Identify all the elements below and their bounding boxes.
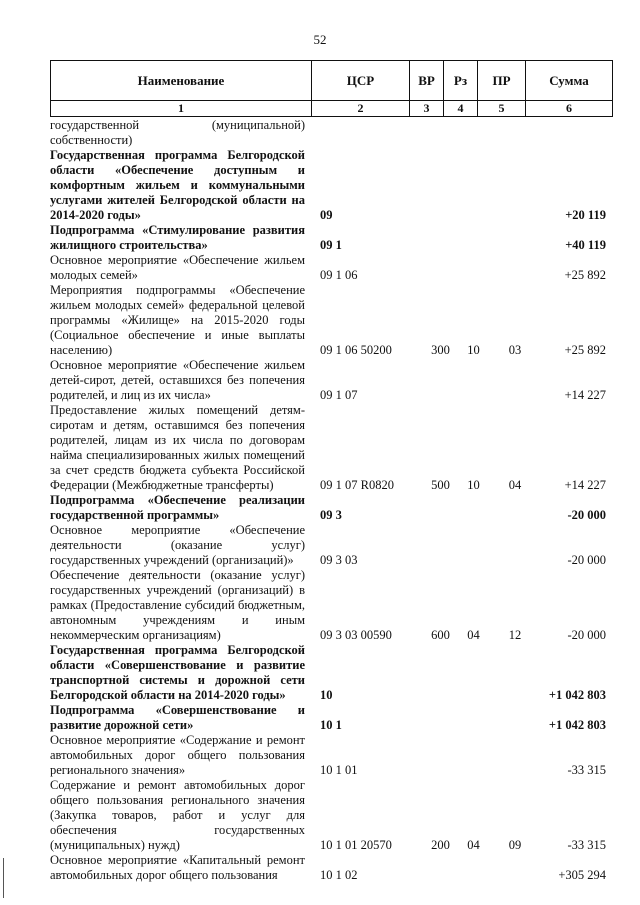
row-vr: 500 xyxy=(431,478,450,492)
row-rz: 04 xyxy=(467,838,480,852)
row-sum: +1 042 803 xyxy=(548,688,606,702)
row-sum: +25 892 xyxy=(564,343,606,357)
row-name: Основное мероприятие «Обеспечение жильем детей-сирот, детей, оставшихся без попечения родителей, и лиц из их числа» xyxy=(50,358,305,402)
row-sum: +14 227 xyxy=(564,388,606,402)
row-rz: 10 xyxy=(467,478,480,492)
row-csr: 10 xyxy=(320,688,333,702)
row-vr: 300 xyxy=(431,343,450,357)
row-name: государственной (муниципальной) собственности) xyxy=(50,118,305,147)
row-name: Мероприятия подпрограммы «Обеспечение жильем молодых семей» федеральной целевой программы «Жилище» на 2015-2020 годы (Социальное обеспечение и иные выплаты населению) xyxy=(50,283,305,357)
row-csr: 09 1 07 R0820 xyxy=(320,478,394,492)
row-sum: +14 227 xyxy=(564,478,606,492)
row-name: Основное мероприятие «Обеспечение жильем молодых семей» xyxy=(50,253,305,282)
row-sum: +25 892 xyxy=(564,268,606,282)
row-sum: +20 119 xyxy=(565,208,606,222)
header-csr: ЦСР xyxy=(312,61,410,101)
row-name: Государственная программа Белгородской области «Совершенствование и развитие транспортной системы и дорожной сети Белгородской области на 2014-2020 годы» xyxy=(50,643,305,702)
row-name: Государственная программа Белгородской области «Обеспечение доступным и комфортным жильем и коммунальными услугами жителей Белгородской области на 2014-2020 годы» xyxy=(50,148,305,222)
row-csr: 09 3 03 00590 xyxy=(320,628,392,642)
header-vr: ВР xyxy=(410,61,444,101)
budget-table-body xyxy=(50,118,612,883)
header-sum: Сумма xyxy=(526,61,613,101)
budget-table-header xyxy=(50,60,613,117)
row-csr: 10 1 xyxy=(320,718,342,732)
row-csr: 10 1 01 20570 xyxy=(320,838,392,852)
header-col-number: 4 xyxy=(444,101,478,117)
header-pr: ПР xyxy=(478,61,526,101)
row-pr: 03 xyxy=(508,343,522,357)
row-name: Обеспечение деятельности (оказание услуг) государственных учреждений (организаций) в рамках (Предоставление субсидий бюджетным, автономным учреждениям и иным некоммерческим организациям) xyxy=(50,568,305,642)
row-csr: 09 1 06 50200 xyxy=(320,343,392,357)
table-row xyxy=(50,703,612,733)
row-pr: 09 xyxy=(508,838,522,852)
row-sum: -20 000 xyxy=(567,553,606,567)
table-row xyxy=(50,523,612,568)
row-rz: 10 xyxy=(467,343,480,357)
row-sum: +305 294 xyxy=(558,868,606,882)
row-pr: 12 xyxy=(508,628,522,642)
row-name: Подпрограмма «Обеспечение реализации государственной программы» xyxy=(50,493,305,522)
row-sum: -20 000 xyxy=(567,508,606,522)
table-row xyxy=(50,853,612,883)
row-vr: 600 xyxy=(431,628,450,642)
row-name: Содержание и ремонт автомобильных дорог общего пользования регионального значения (Закупка товаров, работ и услуг для обеспечения государственных (муниципальных) нужд) xyxy=(50,778,305,852)
row-sum: -33 315 xyxy=(567,763,606,777)
scan-edge-line xyxy=(3,858,4,898)
row-csr: 10 1 01 xyxy=(320,763,358,777)
table-row xyxy=(50,223,612,253)
row-name: Предоставление жилых помещений детям-сиротам и детям, оставшимся без попечения родителей, лицам из их числа по договорам найма специализированных жилых помещений за счет средств бюджета субъекта Российской Федерации (Межбюджетные трансферты) xyxy=(50,403,305,492)
header-col-number: 3 xyxy=(410,101,444,117)
row-name: Основное мероприятие «Обеспечение деятельности (оказание услуг) государственных учреждений (организаций)» xyxy=(50,523,305,567)
row-csr: 09 3 03 xyxy=(320,553,358,567)
row-csr: 09 1 06 xyxy=(320,268,358,282)
row-csr: 09 3 xyxy=(320,508,342,522)
row-name: Основное мероприятие «Содержание и ремонт автомобильных дорог общего пользования регионального значения» xyxy=(50,733,305,777)
row-sum: +40 119 xyxy=(565,238,606,252)
row-csr: 10 1 02 xyxy=(320,868,358,882)
row-pr: 04 xyxy=(508,478,522,492)
row-csr: 09 xyxy=(320,208,333,222)
row-vr: 200 xyxy=(431,838,450,852)
table-row xyxy=(50,118,612,148)
row-sum: -20 000 xyxy=(567,628,606,642)
header-col-number: 6 xyxy=(526,101,613,117)
table-row xyxy=(50,403,612,493)
header-col-number: 5 xyxy=(478,101,526,117)
row-sum: +1 042 803 xyxy=(548,718,606,732)
row-sum: -33 315 xyxy=(567,838,606,852)
table-row xyxy=(50,733,612,778)
table-row xyxy=(50,253,612,283)
table-row xyxy=(50,358,612,403)
header-col-number: 1 xyxy=(51,101,312,117)
header-name: Наименование xyxy=(51,61,312,101)
table-row xyxy=(50,283,612,358)
page-number: 52 xyxy=(313,32,327,47)
row-csr: 09 1 07 xyxy=(320,388,358,402)
table-row xyxy=(50,148,612,223)
row-rz: 04 xyxy=(467,628,480,642)
row-csr: 09 1 xyxy=(320,238,342,252)
table-row xyxy=(50,643,612,703)
row-name: Подпрограмма «Совершенствование и развитие дорожной сети» xyxy=(50,703,305,732)
header-col-number: 2 xyxy=(312,101,410,117)
table-row xyxy=(50,778,612,853)
row-name: Подпрограмма «Стимулирование развития жилищного строительства» xyxy=(50,223,305,252)
header-rz: Рз xyxy=(444,61,478,101)
table-row xyxy=(50,568,612,643)
row-name: Основное мероприятие «Капитальный ремонт автомобильных дорог общего пользования xyxy=(50,853,305,882)
table-row xyxy=(50,493,612,523)
